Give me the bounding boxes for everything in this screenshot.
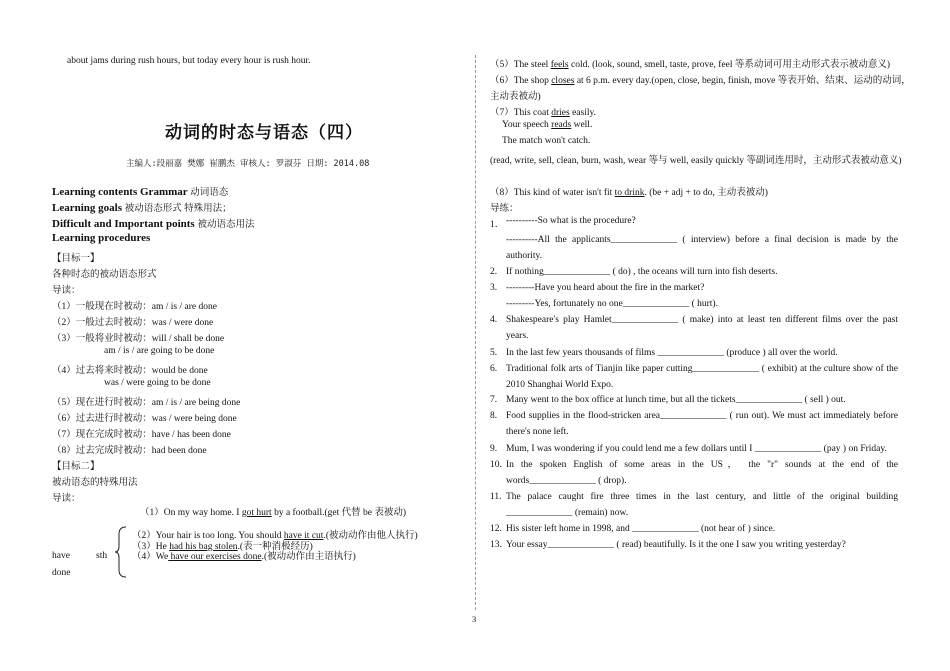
exercise-text: ---------Have you heard about the fire in the market?: [506, 283, 705, 293]
column-divider: [475, 55, 476, 610]
usage-example: Your speech reads well.: [502, 120, 593, 130]
goal-one-desc: 各种时态的被动语态形式: [52, 270, 157, 280]
form-item: （3）一般将业时被动：will / shall be done: [52, 334, 225, 344]
usage-example: The match won't catch.: [502, 136, 591, 146]
goal-one: 【目标一】: [52, 254, 100, 264]
exercise-text: In the spoken English of some areas in the US， the "r" sounds at the end of the words______________ ( drop).: [506, 460, 898, 486]
continued-text: about jams during rush hours, but today every hour is rush hour.: [67, 56, 311, 66]
exercise-text: The palace caught fire three times in the last century, and little of the original building ______________ (remain) now.: [506, 492, 898, 518]
form-item: was / were going to be done: [104, 378, 211, 388]
exercise-number: 11.: [490, 492, 502, 502]
exercise-item: [490, 521, 898, 537]
form-item: （7）现在完成时被动：have / has been done: [52, 430, 231, 440]
exercise-text: In the last few years thousands of films ______________ (produce ) all over the world.: [506, 348, 838, 358]
exercise-item: [490, 537, 898, 553]
form-item: am / is / are going to be done: [104, 346, 215, 356]
usage-example: （4）We have our exercises done.(被动动作由主语执行): [132, 552, 356, 562]
exercise-text: Many went to the box office at lunch time, but all the tickets______________ ( sell ) out.: [506, 395, 846, 405]
usage-example: （6）The shop closes at 6 p.m. every day.(open, close, begin, finish, move 等表开始、结束、运动的动词，: [490, 76, 911, 86]
form-item: （6）过去进行时被动：was / were being done: [52, 414, 237, 424]
exercise-text: ---------Yes, fortunately no one______________ ( hurt).: [506, 299, 718, 309]
goal-two: 【目标二】: [52, 462, 100, 472]
exercise-item: [490, 457, 898, 489]
byline: 主编人:段丽嘉 樊娜 崔鹏杰 审核人: 罗淑芬 日期: 2014.08: [126, 159, 370, 169]
exercise-number: 9.: [490, 444, 498, 454]
guide-label: 导读：: [52, 494, 81, 504]
exercise-number: 12.: [490, 524, 502, 534]
exercise-number: 6.: [490, 364, 498, 374]
header-goals: Learning goals 被动语态形式 特殊用法；: [52, 202, 232, 214]
header-points: Difficult and Important points 被动语态用法: [52, 218, 255, 230]
structure-done: done: [52, 568, 71, 578]
exercise-number: 4.: [490, 315, 498, 325]
usage-example-cont: 主动表被动): [490, 92, 541, 102]
exercise-item: [490, 280, 898, 296]
practice-label: 导练：: [490, 204, 519, 214]
form-item: （4）过去将来时被动：would be done: [52, 366, 208, 376]
exercise-item: [490, 392, 898, 408]
page-title: 动词的时态与语态（四）: [165, 123, 363, 143]
usage-example: （5）The steel feels cold. (look, sound, smell, taste, prove, feel 等系动词可用主动形式表示被动意义): [490, 60, 891, 70]
header-contents: Learning contents Grammar 动词语态: [52, 186, 229, 198]
exercise-number: 13.: [490, 540, 502, 550]
usage-example: （7）This coat dries easily.: [490, 108, 596, 118]
exercise-item: [490, 345, 898, 361]
usage-example: （1）On my way home. I got hurt by a football.(get 代替 be 表被动): [140, 508, 406, 518]
curly-brace-icon: [114, 526, 128, 578]
exercise-number: 2.: [490, 267, 498, 277]
exercise-text: Traditional folk arts of Tianjin like paper cutting______________ ( exhibit) at the culture show of the 2010 Shanghai World Expo.: [506, 364, 898, 390]
exercise-item: [490, 312, 898, 344]
exercise-item: [490, 489, 898, 521]
exercise-text: Shakespeare's play Hamlet______________ ( make) into at least ten different films over the past years.: [506, 315, 898, 341]
exercise-text: Mum, I was wondering if you could lend me a few dollars until I ______________ (pay ) on Friday.: [506, 444, 887, 454]
form-item: （8）过去完成时被动：had been done: [52, 446, 207, 456]
form-item: （1）一般现在时被动：am / is / are done: [52, 302, 217, 312]
exercise-text: Food supplies in the flood-stricken area______________ ( run out). We must act immediately before there's none left.: [506, 411, 898, 437]
exercise-number: 5.: [490, 348, 498, 358]
exercise-number: 10.: [490, 460, 502, 470]
exercise-number: 1．: [490, 220, 505, 230]
exercise-number: 8.: [490, 411, 498, 421]
exercise-text: ----------All the applicants______________ ( interview) before a final decision is made by the authority.: [506, 235, 898, 261]
exercise-text: Your essay______________ ( read) beautifully. Is it the one I saw you writing yesterday?: [506, 540, 846, 550]
form-item: （5）现在进行时被动：am / is / are being done: [52, 398, 241, 408]
usage-example: （3）He had his bag stolen.(表一种消极经历): [132, 542, 313, 552]
exercise-text: His sister left home in 1998, and ______________ (not hear of ) since.: [506, 524, 776, 534]
goal-two-desc: 被动语态的特殊用法: [52, 478, 138, 488]
guide-label: 导读：: [52, 286, 81, 296]
exercise-item: [490, 296, 898, 312]
exercise-item: [490, 408, 898, 440]
page-number: 3: [472, 614, 477, 624]
structure-have: have: [52, 551, 70, 561]
form-item: （2）一般过去时被动：was / were done: [52, 318, 214, 328]
usage-example: （2）Your hair is too long. You should have it cut.(被动动作由他人执行): [132, 531, 418, 541]
exercise-item: [490, 264, 898, 280]
usage-example: （8）This kind of water isn't fit to drink. (be + adj + to do, 主动表被动): [490, 188, 768, 198]
structure-sth: sth: [96, 551, 108, 561]
exercise-item: [490, 441, 898, 457]
exercise-text: ----------So what is the procedure?: [506, 216, 636, 226]
exercise-number: 3.: [490, 283, 498, 293]
exercise-number: 7.: [490, 395, 498, 405]
header-procedures: Learning procedures: [52, 232, 151, 244]
usage-note: (read, write, sell, clean, burn, wash, wear 等与 well, easily quickly 等副词连用时，主动形式表被动意义): [490, 156, 902, 166]
exercise-item: [490, 361, 898, 393]
exercise-text: If nothing______________ ( do) , the oceans will turn into fish deserts.: [506, 267, 778, 277]
